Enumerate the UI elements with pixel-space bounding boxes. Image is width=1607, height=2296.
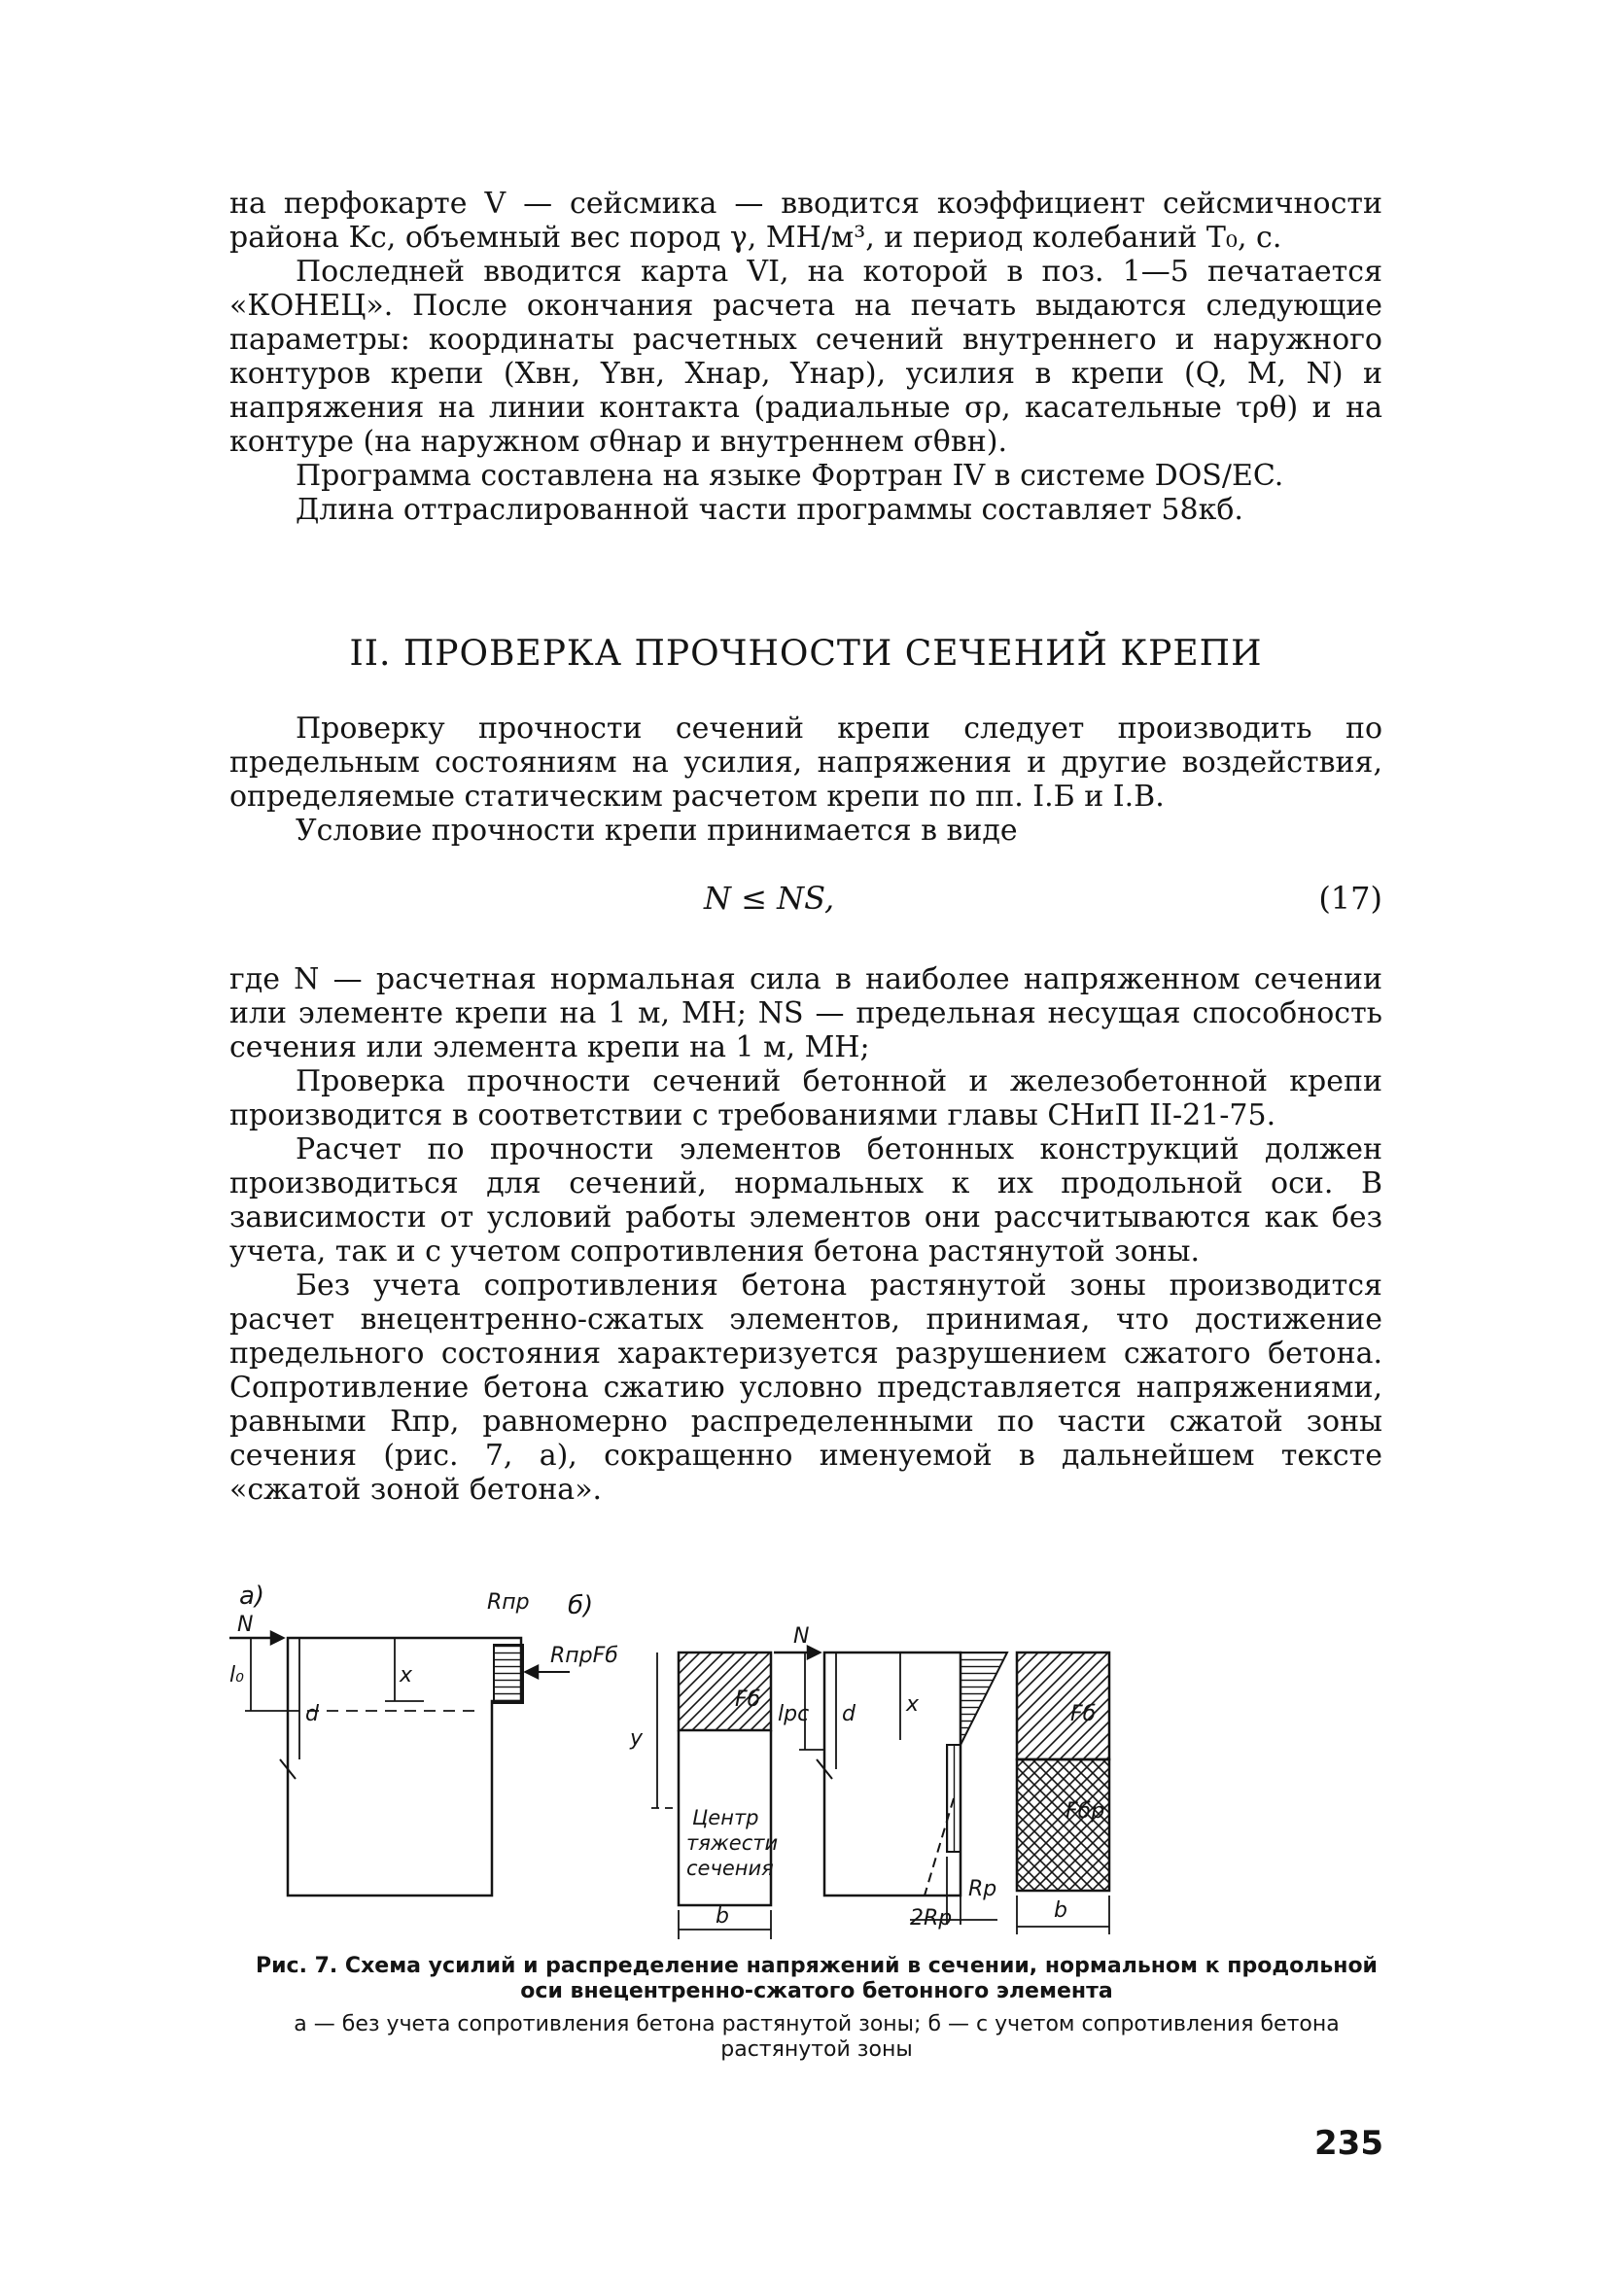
figure-7-diagram xyxy=(229,1575,1382,1949)
label-Rp-b: Rр xyxy=(968,1877,997,1901)
panel-b-cross-section xyxy=(1017,1652,1109,1934)
label-x-a: x xyxy=(400,1663,413,1687)
label-b-a: b xyxy=(716,1904,729,1929)
paragraph-program-language: Программа составлена на языке Фортран IV в системе DOS/EC. xyxy=(296,459,1284,493)
section-heading: II. ПРОВЕРКА ПРОЧНОСТИ СЕЧЕНИЙ КРЕПИ xyxy=(349,634,1263,674)
label-lpc-b: lрс xyxy=(778,1702,810,1726)
label-d-a: d xyxy=(305,1702,319,1726)
paragraph-snip-reference: Проверка прочности сечений бетонной и железобетонной крепи производится в соответствии с требованиями главы СНиП II-21-75. xyxy=(229,1064,1382,1132)
caption-legend: а — без учета сопротивления бетона растянутой зоны; б — с учетом сопротивления бетона растянутой зоны xyxy=(294,2012,1340,2062)
caption-title: Рис. 7. Схема усилий и распределение напряжений в сечении, нормальном к продольной оси внецентренно-сжатого бетонного элемента xyxy=(256,1954,1378,2003)
paragraph-last-card: Последней вводится карта VI, на которой в поз. 1—5 печатается «КОНЕЦ». После окончания расчета на печать выдаются следующие параметры: координаты расчетных сечений внутреннего и наружного контуров крепи (Xвн, Yвн, Xнар, Yнар), усилия в крепи (Q, M, N) и напряжения на линии контакта (радиальные σρ, касательные τρθ) и на контуре (на наружном σθнар и внутреннем σθвн). xyxy=(229,255,1382,459)
paragraph-compressed-zone: Без учета сопротивления бетона растянутой зоны производится расчет внецентренно-сжатых элементов, принимая, что достижение предельного состояния характеризуется разрушением сжатого бетона. Сопротивление бетона сжатию условно представляется напряжениями, равными Rпр, равномерно распределенными по части сжатой зоны сечения (рис. 7, а), сокращенно именуемой в дальнейшем тексте «сжатой зоной бетона». xyxy=(229,1269,1382,1507)
paragraph-seismic-card: на перфокарте V — сейсмика — вводится коэффициент сейсмичности района Kc, объемный вес пород γ, МН/м³, и период колебаний T₀, с. xyxy=(229,187,1382,255)
label-x-b: x xyxy=(906,1692,920,1717)
label-N-b: N xyxy=(793,1624,810,1649)
label-Rpr-a: Rпр xyxy=(487,1590,530,1615)
label-Fb-a: Fб xyxy=(735,1687,761,1712)
paragraph-program-length: Длина оттраслированной части программы составляет 58кб. xyxy=(296,493,1243,527)
figure-caption xyxy=(243,1954,1390,2063)
label-2Rp-b: 2Rр xyxy=(910,1906,953,1931)
label-N-a: N xyxy=(237,1613,254,1637)
label-y-a: y xyxy=(630,1726,644,1751)
label-Fb-b: Fб xyxy=(1070,1702,1097,1726)
formula-expression: N ≤ NS, xyxy=(704,880,835,917)
paragraph-strength-check: Проверку прочности сечений крепи следует производить по предельным состояниям на усилия, напряжения и другие воздействия, определяемые статическим расчетом крепи по пп. I.Б и I.В. xyxy=(229,712,1382,814)
panel-b-label: б) xyxy=(568,1591,594,1620)
panel-a-elevation xyxy=(229,1582,618,1896)
panel-a-label: а) xyxy=(239,1582,265,1611)
label-RprFb-a: RпрFб xyxy=(550,1644,618,1668)
formula-number: (17) xyxy=(1318,880,1382,917)
center-label-line-3: сечения xyxy=(686,1857,774,1880)
paragraph-strength-condition: Условие прочности крепи принимается в виде xyxy=(296,814,1018,848)
label-b-b: b xyxy=(1054,1898,1067,1923)
middle-text-block xyxy=(229,712,1382,848)
panel-a-cross-section xyxy=(629,1652,778,1939)
label-l0-a: l₀ xyxy=(229,1663,244,1687)
page-number: 235 xyxy=(1314,2124,1383,2163)
label-d-b: d xyxy=(842,1702,856,1726)
panel-b-elevation xyxy=(568,1591,1007,1931)
paragraph-where-n: где N — расчетная нормальная сила в наиболее напряженном сечении или элементе крепи на 1 м, МН; NS — предельная несущая способность сечения или элемента крепи на 1 м, МН; xyxy=(229,962,1382,1064)
bottom-text-block xyxy=(229,962,1382,1507)
center-label-line-2: тяжести xyxy=(686,1831,779,1855)
paragraph-normal-sections: Расчет по прочности элементов бетонных конструкций должен производиться для сечений, нормальных к их продольной оси. В зависимости от условий работы элементов они рассчитываются как без учета, так и с учетом сопротивления бетона растянутой зоны. xyxy=(229,1132,1382,1269)
label-Fbp-b: Fбр xyxy=(1066,1799,1105,1824)
top-text-block xyxy=(229,187,1382,527)
center-label-line-1: Центр xyxy=(692,1806,759,1829)
